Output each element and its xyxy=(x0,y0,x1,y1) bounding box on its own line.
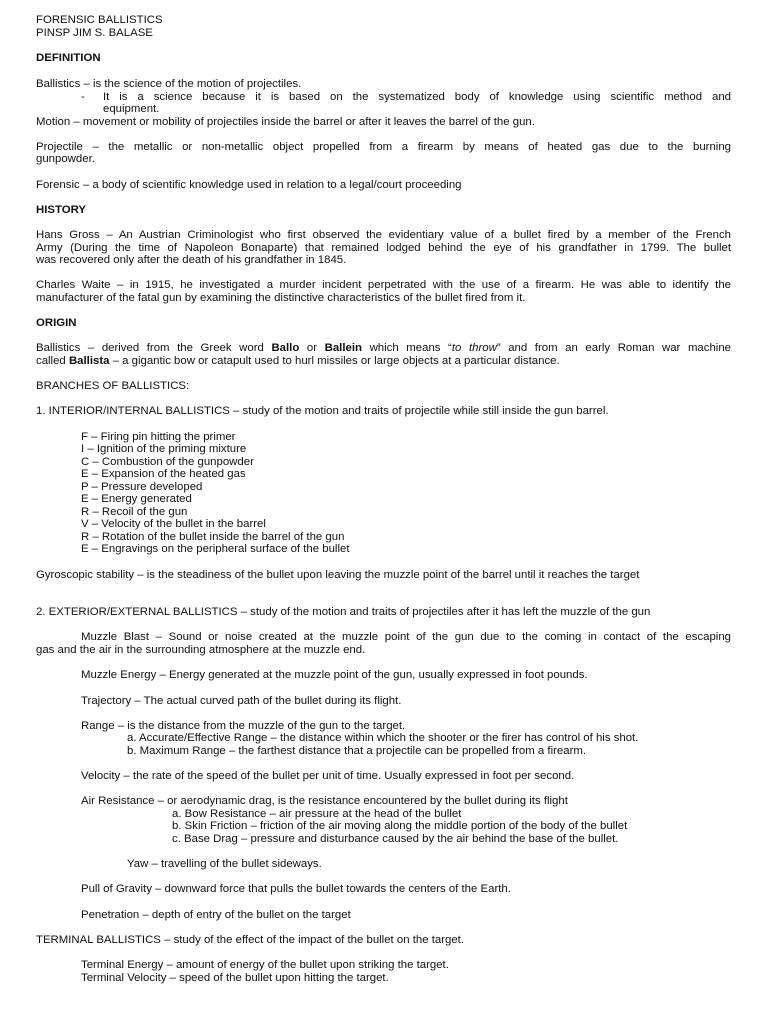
origin-line2 xyxy=(36,355,560,368)
fiction-item: F – Firing pin hitting the primer xyxy=(81,431,236,443)
origin-text: called xyxy=(36,355,69,367)
origin-line1 xyxy=(36,342,731,355)
terminal-energy: Terminal Energy – amount of energy of the bullet upon striking the target. xyxy=(81,959,449,971)
gross-line3: was recovered only after the death of his grandfather in 1845. xyxy=(36,254,347,266)
range-maximum: b. Maximum Range – the farthest distance that a projectile can be propelled from a firearm. xyxy=(127,745,587,757)
muzzle-energy: Muzzle Energy – Energy generated at the muzzle point of the gun, usually expressed in foot pounds. xyxy=(81,669,588,681)
ballista-term: Ballista xyxy=(68,355,110,367)
science-note-line1: It is a science because it is based on the systematized body of knowledge using scientific method and xyxy=(103,91,731,103)
range-accurate: a. Accurate/Effective Range – the distance within which the shooter or the firer has control of his shot. xyxy=(127,732,639,744)
science-note-line2: equipment. xyxy=(103,103,160,115)
waite-line2: manufacturer of the fatal gun by examining the distinctive characteristics of the bullet fired from it. xyxy=(36,292,526,304)
origin-text: Ballistics – derived from the Greek word xyxy=(36,342,272,354)
to-throw-term: to throw xyxy=(451,342,497,354)
velocity: Velocity – the rate of the speed of the bullet per unit of time. Usually expressed in foot per second. xyxy=(81,770,575,782)
fiction-item: E – Energy generated xyxy=(81,493,192,505)
muzzle-blast-line1: Muzzle Blast – Sound or noise created at the muzzle point of the gun due to the coming in contact of the escaping xyxy=(81,631,731,643)
skin-friction: b. Skin Friction – friction of the air moving along the middle portion of the body of the bullet xyxy=(172,820,628,832)
ballistics-definition xyxy=(36,78,301,91)
origin-heading: ORIGIN xyxy=(36,317,77,329)
ballistics-term: Ballistics xyxy=(36,78,81,90)
terminal-velocity: Terminal Velocity – speed of the bullet upon hitting the target. xyxy=(81,972,389,984)
forensic-definition: Forensic – a body of scientific knowledge used in relation to a legal/court proceeding xyxy=(36,179,462,191)
ballo-term: Ballo xyxy=(271,342,300,354)
ballistics-def: – is the science of the motion of projectiles. xyxy=(80,78,302,90)
interior-heading: 1. INTERIOR/INTERNAL BALLISTICS – study of the motion and traits of projectile while still inside the gun barrel. xyxy=(36,405,609,417)
air-resistance: Air Resistance – or aerodynamic drag, is the resistance encountered by the bullet during its flight xyxy=(81,795,568,807)
penetration: Penetration – depth of entry of the bullet on the target xyxy=(81,909,351,921)
fiction-item: C – Combustion of the gunpowder xyxy=(81,456,254,468)
origin-text: which means “ xyxy=(361,342,452,354)
science-note-cont xyxy=(81,103,731,116)
yaw: Yaw – travelling of the bullet sideways. xyxy=(127,858,322,870)
waite-line1: Charles Waite – in 1915, he investigated a murder incident perpetrated with the use of a firearm. He was able to identify the xyxy=(36,279,731,291)
dash-bullet: - xyxy=(81,91,85,103)
fiction-item: R – Rotation of the bullet inside the barrel of the gun xyxy=(81,531,345,543)
branches-heading: BRANCHES OF BALLISTICS: xyxy=(36,380,190,392)
exterior-heading: 2. EXTERIOR/EXTERNAL BALLISTICS – study of the motion and traits of projectiles after it has left the muzzle of the gun xyxy=(36,606,651,618)
gross-line2: Army (During the time of Napoleon Bonaparte) that remained lodged behind the eye of his grandfather in 1799. The bullet xyxy=(36,242,731,254)
base-drag: c. Base Drag – pressure and disturbance caused by the air behind the base of the bullet. xyxy=(172,833,619,845)
projectile-definition-line2: gunpowder. xyxy=(36,153,95,165)
projectile-definition-line1: Projectile – the metallic or non-metallic object propelled from a firearm by means of heated gas due to the burning xyxy=(36,141,731,153)
fiction-item: V – Velocity of the bullet in the barrel xyxy=(81,518,266,530)
origin-text: or xyxy=(299,342,325,354)
terminal-heading: TERMINAL BALLISTICS – study of the effect of the impact of the bullet on the target. xyxy=(36,934,465,946)
definition-heading: DEFINITION xyxy=(36,52,101,64)
range: Range – is the distance from the muzzle of the gun to the target. xyxy=(81,720,406,732)
doc-author: PINSP JIM S. BALASE xyxy=(36,27,153,39)
fiction-item: R – Recoil of the gun xyxy=(81,506,188,518)
trajectory: Trajectory – The actual curved path of the bullet during its flight. xyxy=(81,695,402,707)
fiction-item: E – Expansion of the heated gas xyxy=(81,468,246,480)
gross-line1: Hans Gross – An Austrian Criminologist who first observed the evidentiary value of a bullet fired by a member of the French xyxy=(36,229,731,241)
fiction-item: P – Pressure developed xyxy=(81,481,203,493)
fiction-item: I – Ignition of the priming mixture xyxy=(81,443,247,455)
origin-text: – a gigantic bow or catapult used to hurl missiles or large objects at a particular distance. xyxy=(109,355,560,367)
science-note xyxy=(81,91,731,104)
motion-definition: Motion – movement or mobility of projectiles inside the barrel or after it leaves the barrel of the gun. xyxy=(36,116,535,128)
muzzle-blast-line2: gas and the air in the surrounding atmosphere at the muzzle end. xyxy=(36,644,366,656)
ballein-term: Ballein xyxy=(324,342,362,354)
history-heading: HISTORY xyxy=(36,204,87,216)
bow-resistance: a. Bow Resistance – air pressure at the head of the bullet xyxy=(172,808,462,820)
doc-title: FORENSIC BALLISTICS xyxy=(36,14,163,26)
gyroscopic-stability: Gyroscopic stability – is the steadiness of the bullet upon leaving the muzzle point of the barrel until it reaches the target xyxy=(36,569,640,581)
fiction-item: E – Engravings on the peripheral surface of the bullet xyxy=(81,543,350,555)
origin-text: ” and from an early Roman war machine xyxy=(496,342,731,354)
pull-of-gravity: Pull of Gravity – downward force that pulls the bullet towards the centers of the Earth. xyxy=(81,883,511,895)
